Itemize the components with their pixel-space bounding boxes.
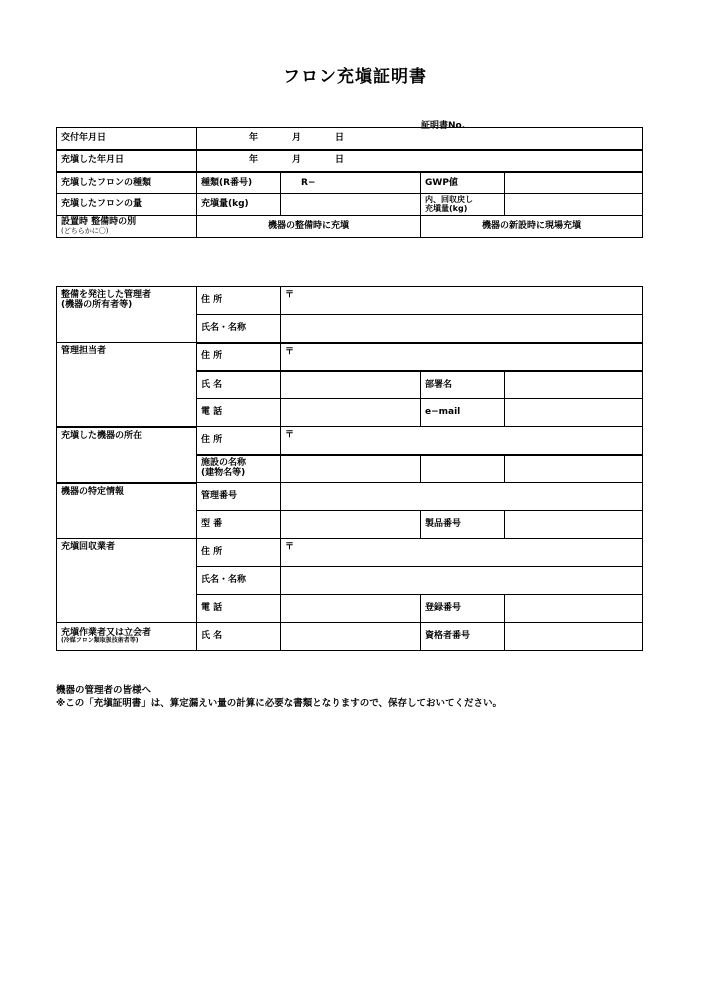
- facility-label: 施設の名称 (建物名等): [197, 455, 281, 483]
- address-label: 住 所: [197, 427, 281, 455]
- qualification-field[interactable]: [505, 623, 643, 651]
- name-label: 氏 名: [197, 371, 281, 399]
- mgmt-number-label: 管理番号: [197, 483, 281, 511]
- email-label: e−mail: [421, 399, 505, 427]
- model-field[interactable]: [281, 511, 421, 539]
- fill-amount-field[interactable]: [281, 194, 421, 216]
- equipment-label: 機器の特定情報: [57, 483, 197, 539]
- year-label: 年: [249, 155, 259, 166]
- postal-mark: 〒: [285, 542, 295, 552]
- recovery-address-row: [57, 539, 643, 567]
- phone-label: 電 話: [197, 399, 281, 427]
- recovery-operator-label: 充塡回収業者: [57, 539, 197, 623]
- model-label: 型 番: [197, 511, 281, 539]
- facility-field[interactable]: [281, 455, 421, 483]
- worker-label: 充塡作業者又は立会者 (冷媒フロン類取扱技術者等): [57, 623, 197, 651]
- serial-label: 製品番号: [421, 511, 505, 539]
- day-label: 日: [335, 155, 345, 166]
- facility-extra-field-2[interactable]: [505, 455, 643, 483]
- location-address-field[interactable]: [281, 427, 643, 455]
- manager-label: 管理担当者: [57, 343, 197, 427]
- manager-name-field[interactable]: [281, 371, 421, 399]
- fill-info-table: [56, 127, 643, 238]
- department-label: 部署名: [421, 371, 505, 399]
- certificate-number-label: 証明書No.: [421, 121, 466, 131]
- worker-row: [57, 623, 643, 651]
- manager-phone-field[interactable]: [281, 399, 421, 427]
- recovery-phone-field[interactable]: [281, 595, 421, 623]
- maintenance-option[interactable]: 機器の整備時に充塡: [197, 216, 421, 238]
- page-title: フロン充塡証明書: [283, 67, 427, 87]
- owner-address-field[interactable]: [281, 287, 643, 315]
- day-label: 日: [335, 133, 345, 144]
- postal-mark: 〒: [285, 430, 295, 440]
- location-address-row: [57, 427, 643, 455]
- gwp-field[interactable]: [505, 172, 643, 194]
- r-number-field[interactable]: [281, 172, 421, 194]
- refrigerant-amount-row: [57, 194, 643, 216]
- recovery-name-field[interactable]: [281, 567, 643, 595]
- refrigerant-amount-label: 充塡したフロンの量: [57, 194, 197, 216]
- phone-label: 電 話: [197, 595, 281, 623]
- registration-field[interactable]: [505, 595, 643, 623]
- issue-date-row: [57, 128, 643, 150]
- refrigerant-type-label: 充塡したフロンの種類: [57, 172, 197, 194]
- fill-date-row: [57, 150, 643, 172]
- name-title-label: 氏名・名称: [197, 315, 281, 343]
- issue-date-field[interactable]: [197, 128, 643, 150]
- email-field[interactable]: [505, 399, 643, 427]
- fill-amount-label: 充塡量(kg): [197, 194, 281, 216]
- notes: [56, 684, 502, 710]
- notes-text: ※この「充塡証明書」は、算定漏えい量の計算に必要な書類となりますので、保存しておいてください。: [56, 698, 503, 709]
- owner-address-row: [57, 287, 643, 315]
- fill-date-label: 充塡した年月日: [57, 150, 197, 172]
- install-maintenance-label: 設置時 整備時の別 (どちらかに〇): [57, 216, 197, 238]
- address-label: 住 所: [197, 343, 281, 371]
- manager-address-field[interactable]: [281, 343, 643, 371]
- qualification-label: 資格者番号: [421, 623, 505, 651]
- year-label: 年: [249, 133, 259, 144]
- install-option[interactable]: 機器の新設時に現場充塡: [421, 216, 643, 238]
- recovered-amount-field[interactable]: [505, 194, 643, 216]
- name-title-label: 氏名・名称: [197, 567, 281, 595]
- address-label: 住 所: [197, 539, 281, 567]
- name-label: 氏 名: [197, 623, 281, 651]
- recovered-amount-label: 内、回収戻し 充塡量(kg): [421, 194, 505, 216]
- recovery-address-field[interactable]: [281, 539, 643, 567]
- location-label: 充塡した機器の所在: [57, 427, 197, 483]
- month-label: 月: [292, 155, 302, 166]
- mgmt-number-field[interactable]: [281, 483, 643, 511]
- fill-date-field[interactable]: [197, 150, 643, 172]
- owner-label: 整備を発注した管理者 (機器の所有者等): [57, 287, 197, 343]
- owner-name-field[interactable]: [281, 315, 643, 343]
- parties-table: [56, 286, 643, 651]
- serial-field[interactable]: [505, 511, 643, 539]
- r-prefix: R−: [301, 177, 316, 188]
- r-number-label: 種類(R番号): [197, 172, 281, 194]
- manager-address-row: [57, 343, 643, 371]
- facility-extra-field[interactable]: [421, 455, 505, 483]
- month-label: 月: [292, 133, 302, 144]
- install-maintenance-row: [57, 216, 643, 238]
- notes-heading: 機器の管理者の皆様へ: [56, 685, 152, 696]
- worker-name-field[interactable]: [281, 623, 421, 651]
- postal-mark: 〒: [285, 346, 295, 357]
- address-label: 住 所: [197, 287, 281, 315]
- mgmt-number-row: [57, 483, 643, 511]
- postal-mark: 〒: [285, 290, 295, 300]
- issue-date-label: 交付年月日: [57, 128, 197, 150]
- refrigerant-type-row: [57, 172, 643, 194]
- department-field[interactable]: [505, 371, 643, 399]
- gwp-label: GWP値: [421, 172, 505, 194]
- registration-label: 登録番号: [421, 595, 505, 623]
